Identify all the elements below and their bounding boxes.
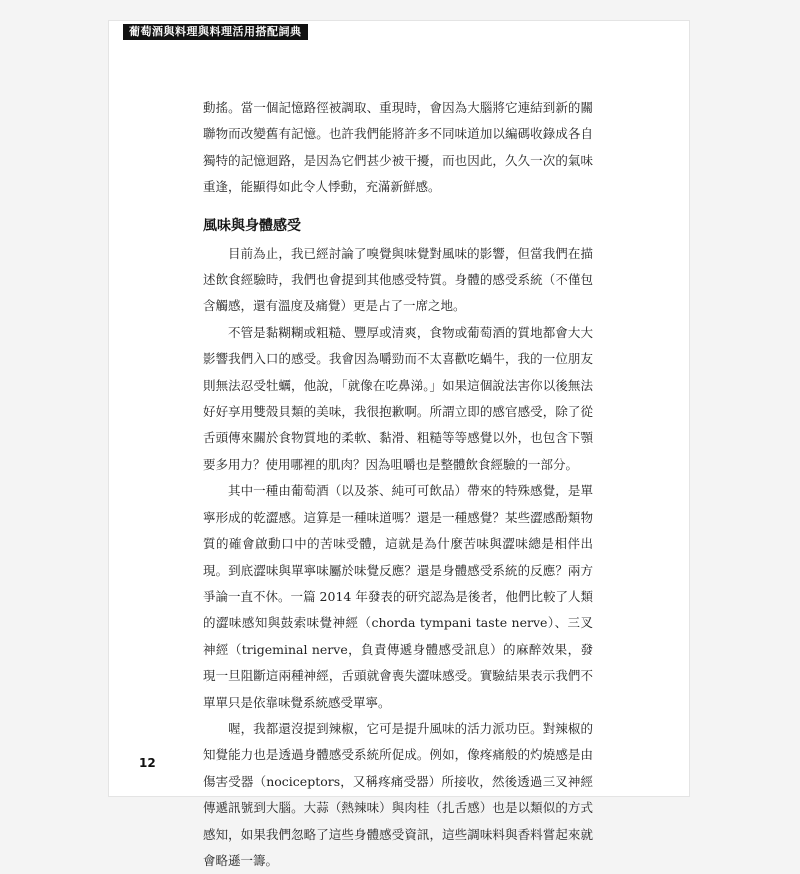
body-text (203, 95, 593, 874)
book-page (109, 21, 689, 868)
paragraph: 目前為止，我已經討論了嗅覺與味覺對風味的影響，但當我們在描述飲食經驗時，我們也會提到其他感受特質。身體的感受系統（不僅包含觸感，還有溫度及痛覺）更是占了一席之地。 (203, 245, 593, 314)
running-head: 葡萄酒與料理與料理活用搭配詞典 (123, 24, 308, 40)
paragraph: 喔，我都還沒提到辣椒，它可是提升風味的活力派功臣。對辣椒的知覺能力也是透過身體感受系統所促成。例如，像疼痛般的灼燒感是由傷害受器（nociceptors，又稱疼痛受器）所接收，然後透過三叉神經傳遞訊號到大腦。大蒜（熱辣味）與肉桂（扎舌感）也是以類似的方式感知，如果我們忽略了這些身體感受資訊，這些調味料與香料嘗起來就會略遜一籌。 (203, 720, 593, 868)
section-heading: 風味與身體感受 (203, 217, 301, 234)
paragraph: 動搖。當一個記憶路徑被調取、重現時，會因為大腦將它連結到新的關聯物而改變舊有記憶。也許我們能將許多不同味道加以編碼收錄成各自獨特的記憶迴路，是因為它們甚少被干擾，而也因此，久久一次的氣味重逢，能顯得如此令人悸動，充滿新鮮感。 (203, 100, 593, 195)
paragraph: 其中一種由葡萄酒（以及茶、純可可飲品）帶來的特殊感覺，是單寧形成的乾澀感。這算是一種味道嗎？還是一種感覺？某些澀感酚類物質的確會啟動口中的苦味受體，這就是為什麼苦味與澀味總是相伴出現。到底澀味與單寧味屬於味覺反應？還是身體感受系統的反應？兩方爭論一直不休。一篇 2014 年發表的研究認為是後者，他們比較了人類的澀味感知與鼓索味覺神經（chorda tympani taste nerve）、三叉神經（trigeminal nerve，負責傳遞身體感受訊息）的麻醉效果，發現一旦阻斷這兩種神經，舌頭就會喪失澀味感受。實驗結果表示我們不單單只是依靠味覺系統感受單寧。 (203, 483, 593, 710)
page-number: 12 (139, 756, 156, 770)
paragraph: 不管是黏糊糊或粗糙、豐厚或清爽，食物或葡萄酒的質地都會大大影響我們入口的感受。我會因為嚼勁而不太喜歡吃蝸牛，我的一位朋友則無法忍受牡蠣，他說，「就像在吃鼻涕。」如果這個說法害你以後無法好好享用雙殼貝類的美味，我很抱歉啊。所謂立即的感官感受，除了從舌頭傳來關於食物質地的柔軟、黏滑、粗糙等等感覺以外，也包含下顎要多用力？使用哪裡的肌肉？因為咀嚼也是整體飲食經驗的一部分。 (203, 324, 593, 472)
